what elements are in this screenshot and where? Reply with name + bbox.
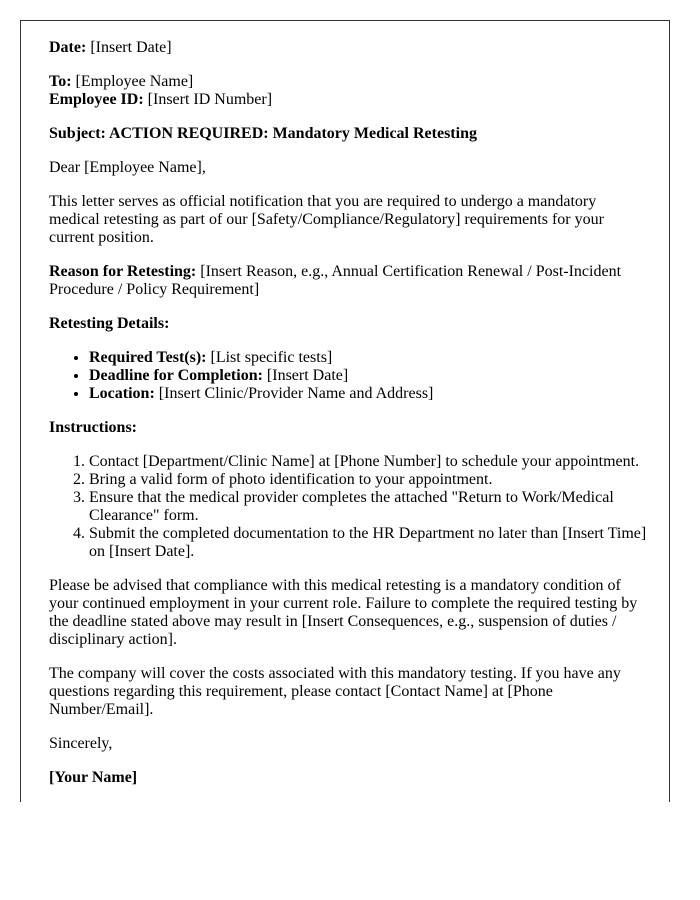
details-item-value: [Insert Clinic/Provider Name and Address] [158, 385, 434, 402]
reason-paragraph [49, 263, 649, 299]
details-item-required-tests [89, 349, 649, 367]
salutation: Dear [Employee Name], [49, 159, 206, 176]
details-item-label: Required Test(s): [89, 349, 207, 366]
recipient-block [49, 73, 649, 109]
reason-label: Reason for Retesting: [49, 263, 197, 280]
letter-page [20, 20, 670, 802]
instruction-item: 2. Bring a valid form of photo identification to your appointment. [89, 471, 649, 489]
details-heading [49, 315, 649, 333]
instruction-item: 1. Contact [Department/Clinic Name] at [Phone Number] to schedule your appointment. [89, 453, 649, 471]
details-item-location [89, 385, 649, 403]
compliance-paragraph: Please be advised that compliance with this medical retesting is a mandatory condition of your continued employment in your current role. Failure to complete the required testing by the deadline stated above may result in [Insert Consequences, e.g., suspension of duties / disciplinary action]. [49, 577, 638, 648]
reason-value: [Insert Reason, e.g., Annual Certification Renewal / Post-Incident Procedure / Policy Requirement] [49, 263, 622, 298]
signature-name: [Your Name] [49, 769, 138, 786]
costs-paragraph: The company will cover the costs associated with this mandatory testing. If you have any questions regarding this requirement, please contact [Contact Name] at [Phone Number/Email]. [49, 665, 621, 718]
date-label: Date: [49, 39, 87, 56]
instruction-item: 4. Submit the completed documentation to the HR Department no later than [Insert Time] on [Insert Date]. [89, 525, 649, 561]
employee-id-label: Employee ID: [49, 91, 144, 108]
instruction-item: 3. Ensure that the medical provider completes the attached "Return to Work/Medical Clearance" form. [89, 489, 649, 525]
to-label: To: [49, 73, 72, 90]
details-item-value: [Insert Date] [266, 367, 349, 384]
to-value: [Employee Name] [75, 73, 194, 90]
details-list [49, 349, 649, 403]
intro-paragraph: This letter serves as official notification that you are required to undergo a mandatory medical retesting as part of our [Safety/Compliance/Regulatory] requirements for your current position. [49, 193, 604, 246]
instructions-heading [49, 419, 649, 437]
subject-line [49, 125, 649, 143]
instructions-heading-text: Instructions: [49, 419, 138, 436]
details-item-label: Location: [89, 385, 155, 402]
details-heading-text: Retesting Details: [49, 315, 170, 332]
subject-text: Subject: ACTION REQUIRED: Mandatory Medical Retesting [49, 125, 477, 142]
employee-id-value: [Insert ID Number] [147, 91, 273, 108]
details-item-label: Deadline for Completion: [89, 367, 263, 384]
date-value: [Insert Date] [90, 39, 172, 56]
closing: Sincerely, [49, 735, 113, 752]
instructions-list [49, 453, 649, 561]
date-line [49, 39, 649, 57]
details-item-deadline [89, 367, 649, 385]
details-item-value: [List specific tests] [210, 349, 333, 366]
